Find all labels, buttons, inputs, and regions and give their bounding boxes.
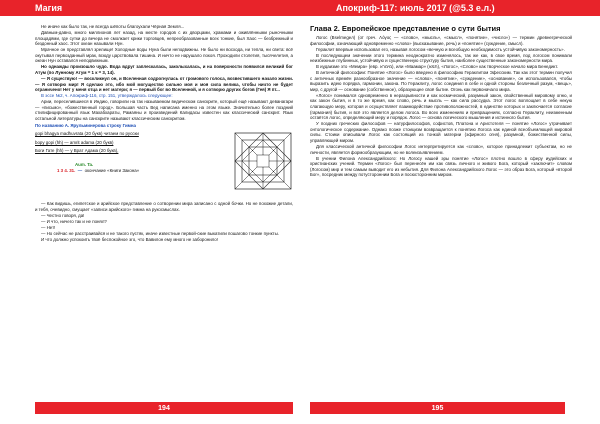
- left-page-number-bar: [35, 402, 293, 414]
- left-header-title: Магия: [35, 3, 63, 13]
- gimn-line: bopy gopi (hh) — amrit adama (20 букв): [35, 139, 114, 145]
- paragraph: У поздних греческих философов — натурфилософов, софистов, Платона и Аристотеля — понятие «Логос» утрачивает онтологическое содержание. Однако позже стоицизм возвращается к понятию Логоса как единой всеобъемлющей мировой силы. Стоики описывали Логос как состоящий из тонкой материи (эфирного огня), разумной, божественной силы, управляющей миром.: [310, 121, 572, 144]
- paragraph: В последующем значении этого термина неоднократно изменялось, так же как, в свое время, под логосом понимали неизбежные глубинных, устойчивую и существенную структуру бытия, наиболее существенные закономерности мира.: [310, 52, 572, 64]
- figure-caption: По названию А. Ярульминерова строку Гимна: [35, 123, 136, 129]
- right-page: [300, 0, 600, 424]
- left-header-bar: [0, 0, 300, 16]
- paragraph: В античной философии: Понятие «Логос» было введено в философию Гераклитом Эфесским. Так как этот термин получил с античных времён разнообразное значение — «слово», «понятие», «суждение», «основание», он использовался, чтобы выразить идею порядка, гармонии, закона. По Гераклиту, логос соединил в себе и одной стороны безличный разум, «вещь», мир, с другой — основание (собственное), образующее своё бытие. Огонь как первоначало мира.: [310, 70, 572, 92]
- reference-note: В эссе №2, ч. Апокриф-116, стр. 151, утверждалось следующее:: [41, 93, 173, 99]
- dialogue-line: — Честно говоря, да!: [41, 212, 85, 218]
- paragraph: Не иначе как было так, не всегда шёпоты благоухали Чёрная Земля...: [41, 24, 185, 29]
- left-page-body: [35, 24, 293, 243]
- number-line: 1 3 4. 31. — окончание «Книги Закона»: [57, 167, 140, 173]
- paragraph: Арии, переселившиеся в Индию, говорили на так называемом ведическом санскрите, который ещё называют деванагари — «письмо», «божественный город». Большая часть Вед написана именно на этом языке. Значительно более поздний стилифицированный язык Махабхараты, Рамаяны и произведений Калидасы известен как классический санскрит. Язык остальной литературы на санскрите называют классическим санскритом.: [35, 99, 293, 121]
- book-marker: —: [76, 167, 84, 173]
- figure-block: [35, 131, 293, 197]
- gimn-line: gopi bhagya madhuvrata (20 букв) читаем по русски: [35, 131, 139, 137]
- paragraph: «Логос» понимался одновременно в неразрывности и как космический, разумный закон, свойственный мировому огню, и как закон бытия, и в то же время, как слово, речь и мысль — как сила рассудка. Этот логос воплощает в себе некую слагающую меру, которая и осуществляет взаимодействие противоположностей, в единстве которых и заключается согласие (гармония) бытия, и всё это является делом логоса. Во всех изменениях и превращениях, согласно Гераклиту, неизменным остаётся логос, определяющий меру и порядок. Логос — основа логического мышления и истинного бытия.: [310, 92, 572, 121]
- paragraph: Мрачное он представлял зрелище! Холодные воды Нуна были неподвижны. Не было ни восхода, ни тепла, ни света: всё окутывал первозданный мрак, всюду царствовала тишина. И ничто не нарушало покоя. Проходили столетия, тысячелетия, а океан Нун оставался неподвижным.: [35, 47, 293, 64]
- aum-line: Aum. Ta.: [75, 161, 94, 167]
- paragraph: Логос (Вselmegeл) (от греч. Λόγος — «слово», «мысль», «смысл», «понятие», «число») — термин древнегреческой философии, означающий одновременно «слово» (высказывание, речь) и «понятие» (суждение, смысл).: [310, 35, 572, 46]
- right-page-number-bar: [310, 402, 565, 414]
- right-page-body: [310, 24, 572, 178]
- paragraph: В иудаизме это «Мемра» (евр. מימרא), или «Маамар» (תמא), «Логос», «Слово» как творческое начало мира Бенедикт.: [316, 64, 559, 70]
- paragraph: Давным-давно, много миллионов лет назад, на месте городов с их дворцами, храмами и оживлёнными рыночными площадями, где сутки до вечера не смолкает крики торговцев, непреобразованные всех тонкие, был Хаос — безбрежный и бездонный хаос. Этот океан называли Нун.: [35, 29, 293, 47]
- figure-text: [35, 131, 211, 197]
- paragraph-bold: — Я существую! — воскликнул он, и Вселенная содрогнулась от громового голоса, возвестившего начало жизни. — Я сотворю мир! Я сделаю это, ибо мой могущество сильно моя и моя сила велика, чтобы ничто не будет ограничено! Нет у меня отца и нет матери; я — первый бог во Вселенной, и я сотворю других богов (Гея) Я пт...: [35, 75, 293, 93]
- chapter-title: Глава 2. Европейское представление о сути бытия: [310, 24, 501, 33]
- gimn-line: Боги Гате (hh) — у Врат Адама (20 букв),: [35, 148, 119, 154]
- right-header-title: Апокриф-117: июль 2017 (@5.3 е.л.): [336, 3, 495, 13]
- right-page-number: 195: [431, 404, 444, 412]
- paragraph: И что должно успокоить твоё беспокойное эго, что Вавилон ему много не заборонило!: [41, 236, 218, 242]
- right-header-bar: [300, 0, 600, 16]
- paragraph: Для классической античной философии Логос интерпретируется как «слово», которое принадлежит субъектам, но не личности, является формообразующим, но не волеизъявлением.: [310, 144, 572, 155]
- dialogue-line: — И что, ничего так и не понял?: [41, 218, 107, 224]
- dialogue-line: — Нет!: [41, 224, 56, 230]
- left-page-number: 194: [158, 404, 170, 412]
- paragraph: В учении Филона Александрийского: Но Логосу нашей эры понятие «Логос» плотно вошло в сферу иудейских и христианских учений. Термин «Логос» был перенесён им как связь личного и живого Бога, который «заключит» словом (Логосом) мир и тем самым выводит его из небытия. Для Филона Александрийского Логос — это образ Бога, который «второй Бог», посредник между потусторонним Бога и посюсторонним миром.: [310, 155, 572, 178]
- paragraph: — Как видишь, египетское и арийское представление о сотворении мира записано с одной бочки. Но не похожие детали, и тебя, очевидно, смущает «записи арийского» гимна на рукосмыслах.: [35, 201, 293, 212]
- paragraph-bold: Но однажды произошло чудо. Вода вдруг заплескалась, заколыхалась, и на поверхности появился великий бог Атум (по Лунному Атум = 1 к = 3, 14).: [35, 64, 293, 75]
- paragraph: — Но сейчас не расстраивайся и не такого пустяк, иначе известные первой-ские выкатили пошагово тонкие пункты.: [41, 230, 279, 236]
- paragraph: Гераклит впервые использовал его, называя логосом «вечную и всеобщую необходимость устойчивую закономерность».: [316, 46, 565, 52]
- mystic-square-figure: [233, 131, 293, 197]
- square-diagram: [233, 131, 293, 197]
